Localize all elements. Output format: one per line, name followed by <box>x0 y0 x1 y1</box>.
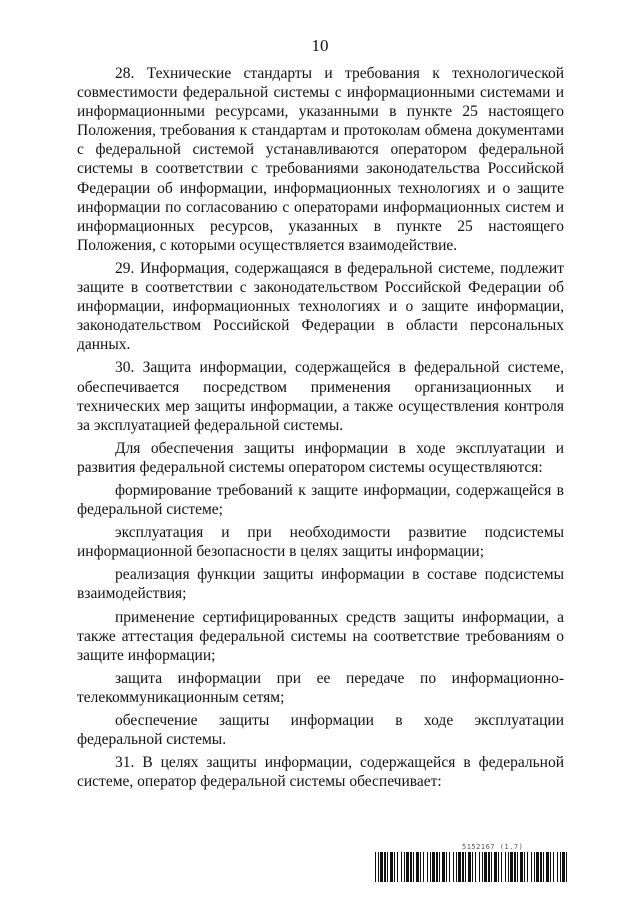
paragraph-28: 28. Технические стандарты и требования к технологической совместимости федеральной системы с информационными системами и информационными ресурсами, указанными в пункте 25 настоящего Положения, требования к стандартам и протоколам обмена документами с федеральной системой устанавливаются оператором федеральной системы в соответствии с требованиями законодательства Российской Федерации об информации, информационных технологиях и о защите информации по согласованию с операторами информационных систем и информационных ресурсов, указанных в пункте 25 настоящего Положения, с которыми осуществляется взаимодействие. <box>77 65 564 254</box>
paragraph-29: 29. Информация, содержащаяся в федеральной системе, подлежит защите в соответствии с законодательством Российской Федерации об информации, информационных технологиях и о защите информации, законодательством Российской Федерации в области персональных данных. <box>77 259 564 354</box>
paragraph-30: 30. Защита информации, содержащейся в федеральной системе, обеспечивается посредством применения организационных и технических мер защиты информации, а также осуществления контроля за эксплуатацией федеральной системы. <box>77 359 564 434</box>
barcode-icon <box>375 852 567 882</box>
page-number: 10 <box>311 36 329 55</box>
paragraph-31: 31. В целях защиты информации, содержащейся в федеральной системе, оператор федеральной системы обеспечивает: <box>77 754 564 791</box>
list-item-operation-protection: обеспечение защиты информации в ходе эксплуатации федеральной системы. <box>77 712 564 749</box>
list-item-requirements: формирование требований к защите информации, содержащейся в федеральной системе; <box>77 481 564 519</box>
list-item-security-subsystem: эксплуатация и при необходимости развитие подсистемы информационной безопасности в целях защиты информации; <box>77 524 564 561</box>
list-item-interaction-subsystem: реализация функции защиты информации в составе подсистемы взаимодействия; <box>77 566 564 603</box>
document-body <box>77 64 564 795</box>
list-item-network-protection: защита информации при ее передаче по информационно-телекоммуникационным сетям; <box>77 669 564 706</box>
footer-code: 5152167 (1.7) <box>462 843 524 851</box>
paragraph-30-intro: Для обеспечения защиты информации в ходе эксплуатации и развития федеральной системы оператором системы осуществляются: <box>77 439 564 476</box>
list-item-certified-tools: применение сертифицированных средств защиты информации, а также аттестация федеральной системы на соответствие требованиям о защите информации; <box>77 608 564 664</box>
